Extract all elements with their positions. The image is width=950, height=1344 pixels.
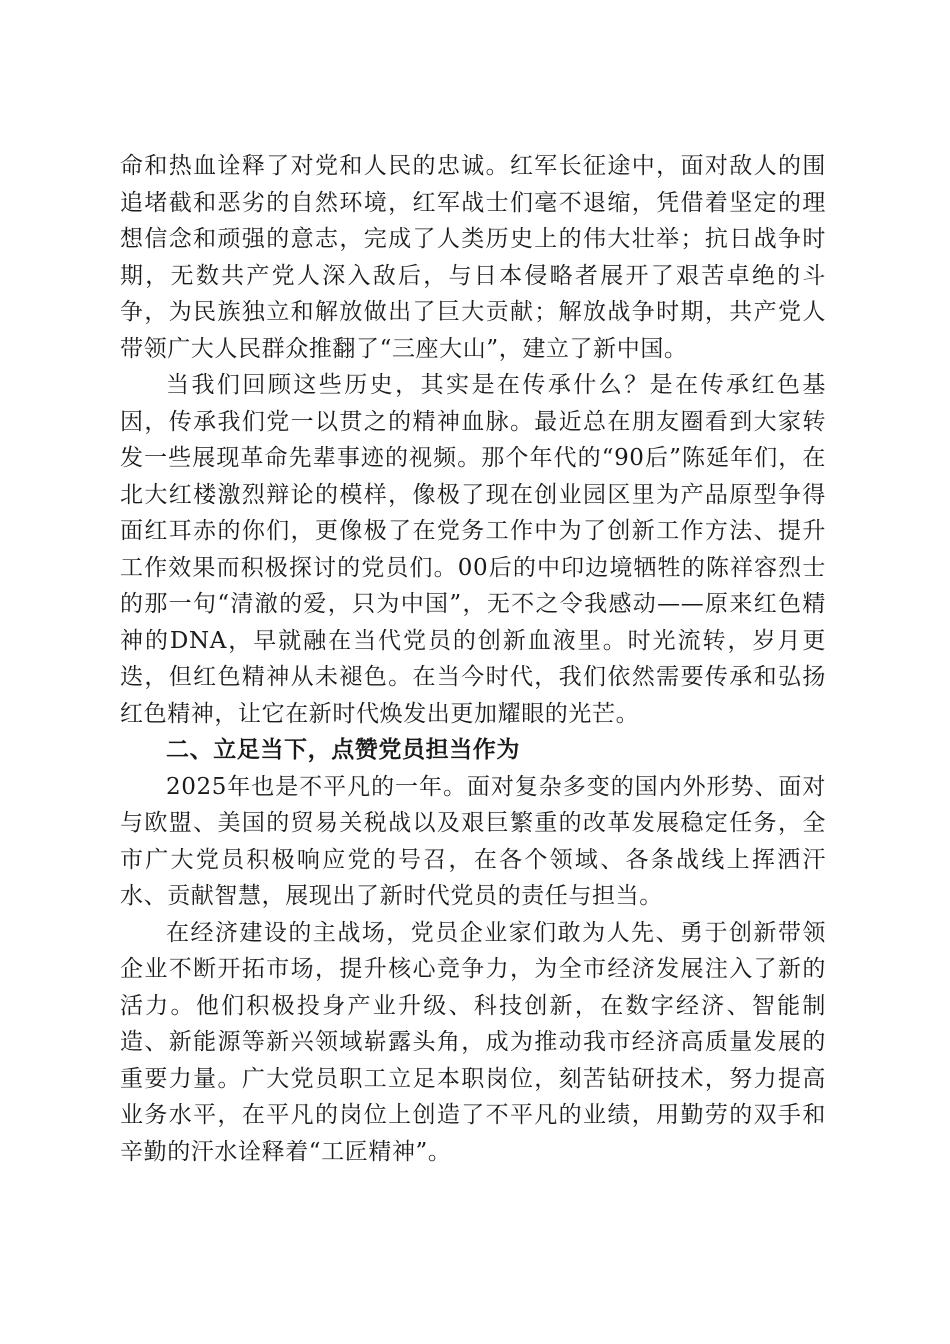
document-body <box>120 148 826 1170</box>
paragraph-2025-overview: 2025年也是不平凡的一年。面对复杂多变的国内外形势、面对与欧盟、美国的贸易关税战以及艰巨繁重的改革发展稳定任务，全市广大党员积极响应党的号召，在各个领域、各条战线上挥洒汗水、贡献智慧，展现出了新时代党员的责任与担当。 <box>120 773 826 909</box>
paragraph-red-army-history: 命和热血诠释了对党和人民的忠诚。红军长征途中，面对敌人的围追堵截和恶劣的自然环境，红军战士们毫不退缩，凭借着坚定的理想信念和顽强的意志，完成了人类历史上的伟大壮举；抗日战争时期，无数共产党人深入敌后，与日本侵略者展开了艰苦卓绝的斗争，为民族独立和解放做出了巨大贡献；解放战争时期，共产党人带领广大人民群众推翻了“三座大山”，建立了新中国。 <box>120 153 826 362</box>
paragraph-red-gene-inheritance: 当我们回顾这些历史，其实是在传承什么？是在传承红色基因，传承我们党一以贯之的精神血脉。最近总在朋友圈看到大家转发一些展现革命先辈事迹的视频。那个年代的“90后”陈延年们，在北大红楼激烈辩论的模样，像极了现在创业园区里为产品原型争得面红耳赤的你们，更像极了在党务工作中为了创新工作方法、提升工作效果而积极探讨的党员们。00后的中印边境牺牲的陈祥容烈士的那一句“清澈的爱，只为中国”，无不之令我感动——原来红色精神的DNA，早就融在当代党员的创新血液里。时光流转，岁月更迭，但红色精神从未褪色。在当今时代，我们依然需要传承和弘扬红色精神，让它在新时代焕发出更加耀眼的光芒。 <box>120 372 826 727</box>
paragraph-economic-construction: 在经济建设的主战场，党员企业家们敢为人先、勇于创新带领企业不断开拓市场，提升核心竞争力，为全市经济发展注入了新的活力。他们积极投身产业升级、科技创新，在数字经济、智能制造、新能源等新兴领域崭露头角，成为推动我市经济高质量发展的重要力量。广大党员职工立足本职岗位，刻苦钻研技术，努力提高业务水平，在平凡的岗位上创造了不平凡的业绩，用勤劳的双手和辛勤的汗水诠释着“工匠精神”。 <box>120 919 826 1165</box>
section-heading-2: 二、立足当下，点赞党员担当作为 <box>166 737 520 763</box>
